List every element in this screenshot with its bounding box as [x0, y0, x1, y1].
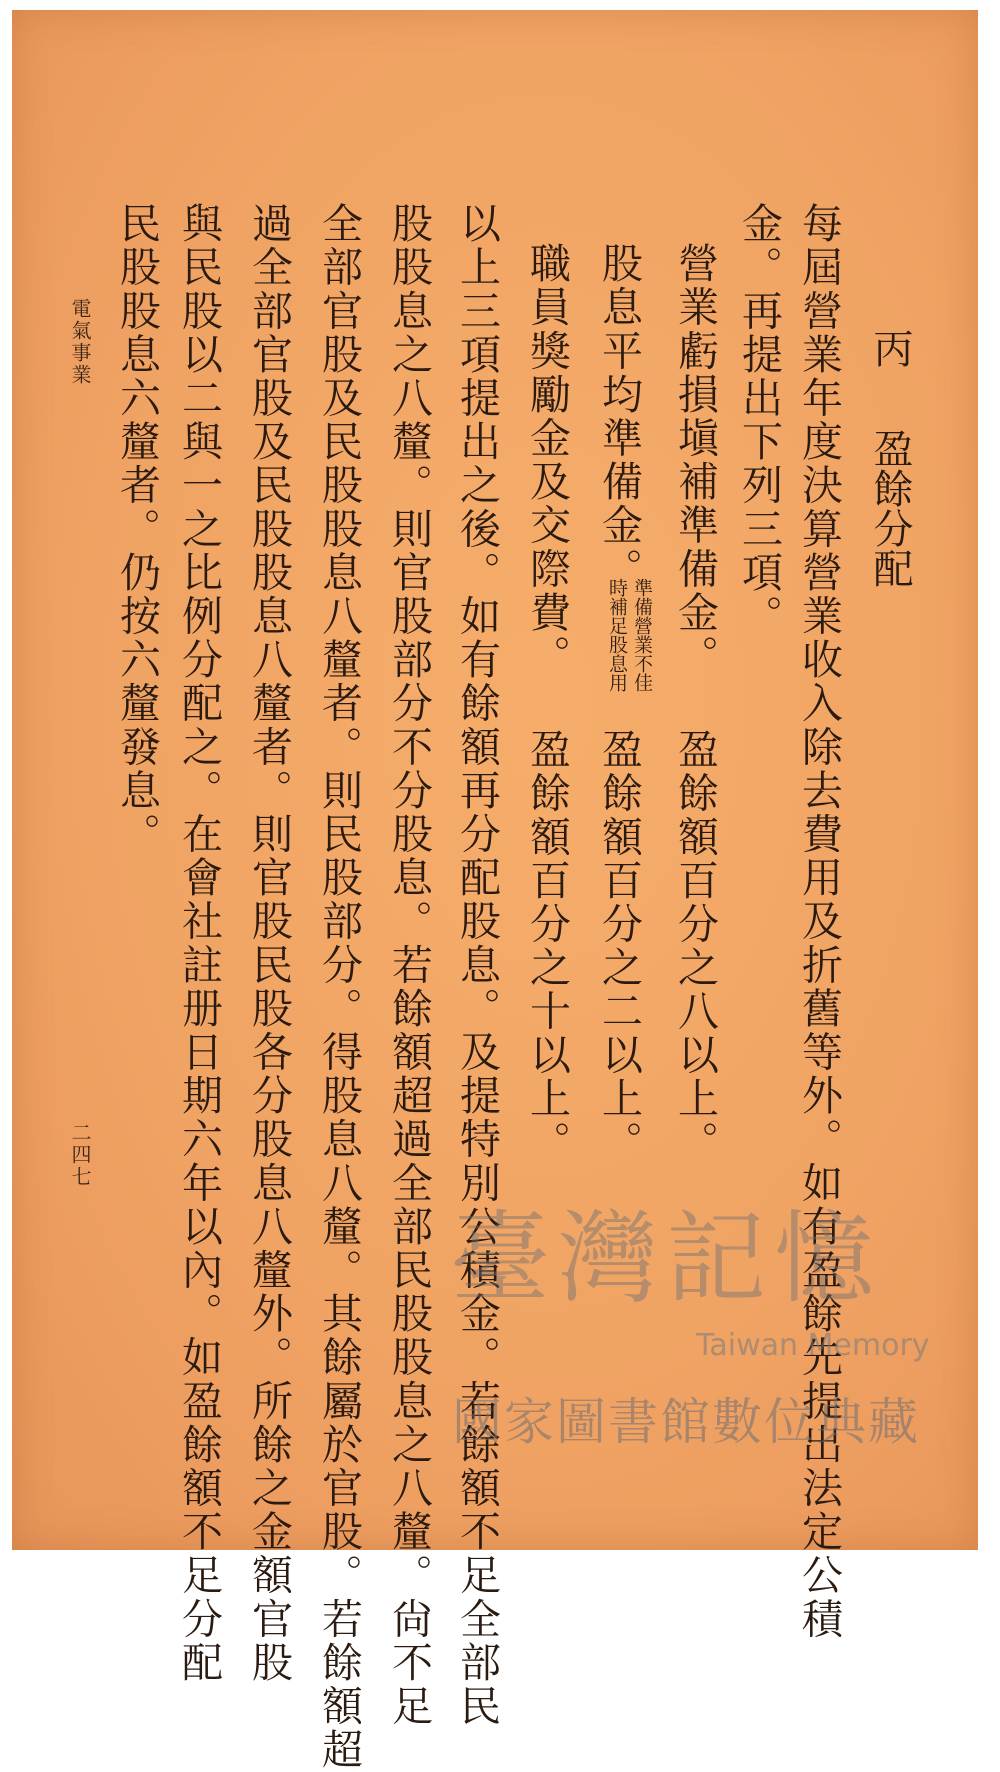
- watermark-english: Taiwan Memory: [696, 1328, 930, 1363]
- body-line-11: 民股股息六釐者。仍按六釐發息。: [113, 202, 161, 856]
- section-title-prefix: 丙: [867, 328, 913, 368]
- body-line-10: 與民股以二與一之比例分配之。在會社註册日期六年以內。如盈餘額不足分配: [175, 202, 223, 1685]
- body-line-1: 每屆營業年度決算營業收入除去費用及折舊等外。如有盈餘先提出法定公積: [795, 202, 843, 1641]
- watermark-subtitle: 國家圖書館數位典藏: [452, 1393, 920, 1451]
- watermark-logo: 臺灣記憶: [450, 1200, 882, 1317]
- section-title-text: 盈餘分配: [867, 428, 913, 588]
- item-3-label: 職員獎勵金及交際費。: [523, 242, 571, 678]
- item-2-note-right: 準備營業不佳: [631, 578, 653, 692]
- body-line-8: 全部官股及民股股息八釐者。則民股部分。得股息八釐。其餘屬於官股。若餘額超: [315, 202, 363, 1772]
- body-line-7: 股股息之八釐。則官股部分不分股息。若餘額超過全部民股股息之八釐。尙不足: [385, 202, 433, 1728]
- section-running-header: 電氣事業: [68, 298, 92, 386]
- item-3-rate: 盈餘額百分之十以上。: [523, 728, 571, 1164]
- body-line-6: 以上三項提出之後。如有餘額再分配股息。及提特別公積金。若餘額不足全部民: [453, 202, 501, 1728]
- body-line-2: 金。再提出下列三項。: [735, 202, 783, 638]
- item-2-rate: 盈餘額百分之二以上。: [595, 728, 643, 1164]
- item-1-label: 營業虧損塡補準備金。: [671, 242, 719, 678]
- document-page: [12, 10, 978, 1772]
- item-2-label: 股息平均準備金。: [595, 242, 643, 591]
- page-number: 二四七: [68, 1122, 92, 1188]
- section-title: [867, 328, 913, 588]
- body-line-9: 過全部官股及民股股息八釐者。則官股民股各分股息八釐外。所餘之金額官股: [245, 202, 293, 1685]
- item-1-rate: 盈餘額百分之八以上。: [671, 728, 719, 1164]
- item-2-note-left: 時補足股息用: [606, 578, 628, 692]
